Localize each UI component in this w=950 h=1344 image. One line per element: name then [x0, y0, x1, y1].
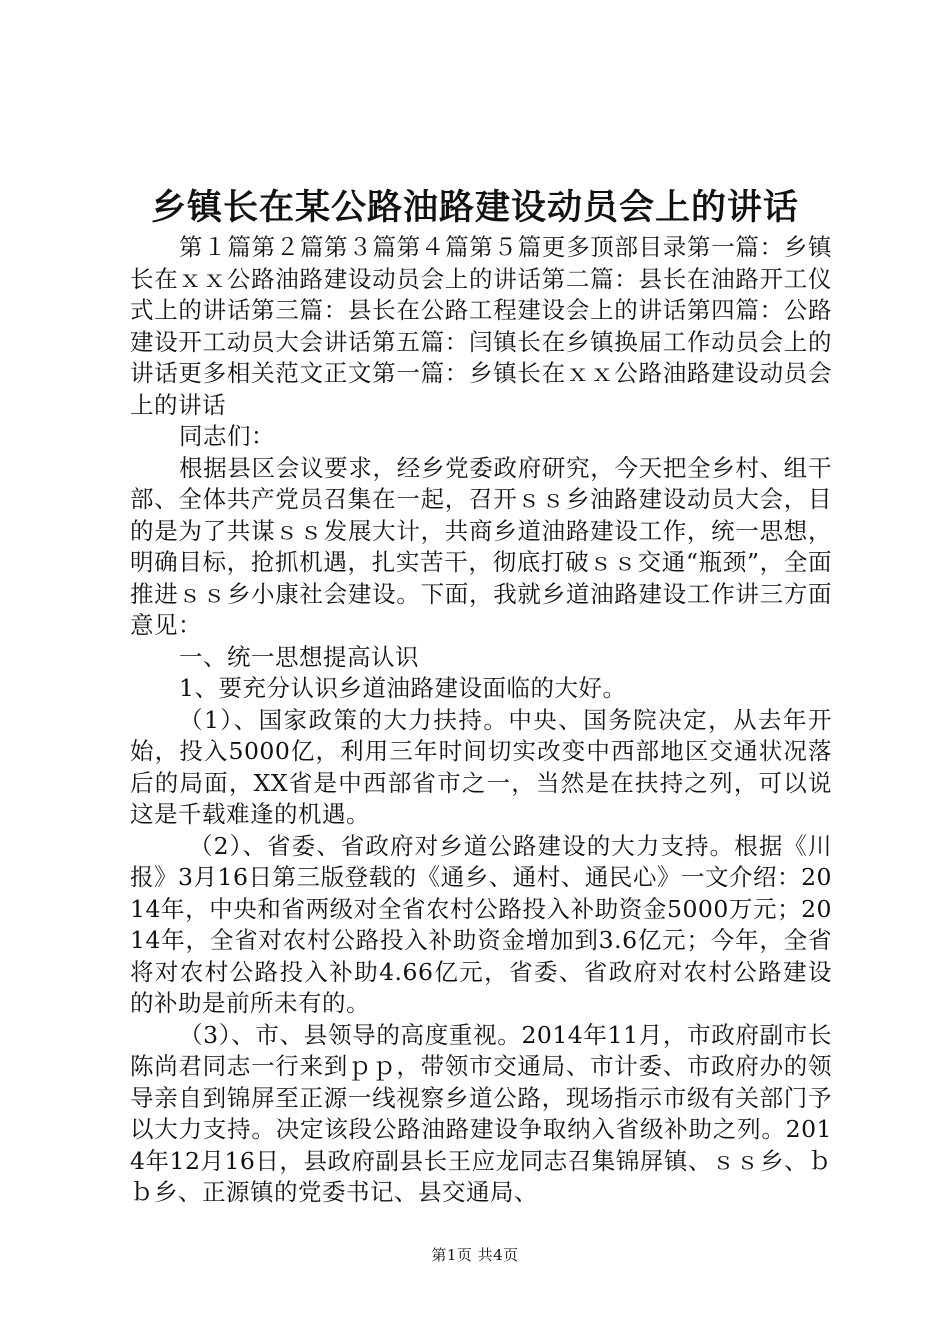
paragraph-salutation: 同志们：	[179, 422, 275, 450]
paragraph-point-2: （2）、省委、省政府对乡道公路建设的大力支持。根据《川报》3月16日第三版登载的《通乡、通村、通民心》一文介绍：2014年，中央和省两级对全省农村公路投入补助资金5000万元；2014年，全省对农村公路投入补助资金增加到3.6亿元；今年，全省将对农村公路投入补助4.66亿元，省委、省政府对农村公路建设的补助是前所未有的。	[130, 831, 832, 1017]
document-title: 乡镇长在某公路油路建设动员会上的讲话	[150, 187, 799, 228]
subheading-1-1: 1、要充分认识乡道油路建设面临的大好。	[179, 674, 627, 702]
page-footer: 第1页 共4页	[431, 1246, 519, 1264]
paragraph-point-3: （3）、市、县领导的高度重视。2014年11月，市政府副市长陈尚君同志一行来到ｐｐ，带领市交通局、市计委、市政府办的领导亲自到锦屏至正源一线视察乡道公路，现场指示市级有关部门予以大力支持。决定该段公路油路建设争取纳入省级补助之列。2014年12月16日，县政府副县长王应龙同志召集锦屏镇、ｓｓ乡、ｂｂ乡、正源镇的党委书记、县交通局、	[130, 1020, 832, 1206]
paragraph-table-of-contents: 第１篇第２篇第３篇第４篇第５篇更多顶部目录第一篇：乡镇长在ｘｘ公路油路建设动员会上的讲话第二篇：县长在油路开工仪式上的讲话第三篇：县长在公路工程建设会上的讲话第四篇：公路建设开工动员大会讲话第五篇：闫镇长在乡镇换届工作动员会上的讲话更多相关范文正文第一篇：乡镇长在ｘｘ公路油路建设动员会上的讲话	[130, 233, 832, 419]
document-body	[130, 232, 832, 1209]
paragraph-introduction: 根据县区会议要求，经乡党委政府研究，今天把全乡村、组干部、全体共产党员召集在一起，召开ｓｓ乡油路建设动员大会，目的是为了共谋ｓｓ发展大计，共商乡道油路建设工作，统一思想，明确目标，抢抓机遇，扎实苦干，彻底打破ｓｓ交通“瓶颈”，全面推进ｓｓ乡小康社会建设。下面，我就乡道油路建设工作讲三方面意见：	[130, 453, 832, 639]
section-heading-1: 一、统一思想提高认识	[179, 642, 419, 671]
paragraph-point-1: （1）、国家政策的大力扶持。中央、国务院决定，从去年开始，投入5000亿，利用三年时间切实改变中西部地区交通状况落后的局面，XX省是中西部省市之一，当然是在扶持之列，可以说这是千载难逢的机遇。	[130, 705, 832, 828]
